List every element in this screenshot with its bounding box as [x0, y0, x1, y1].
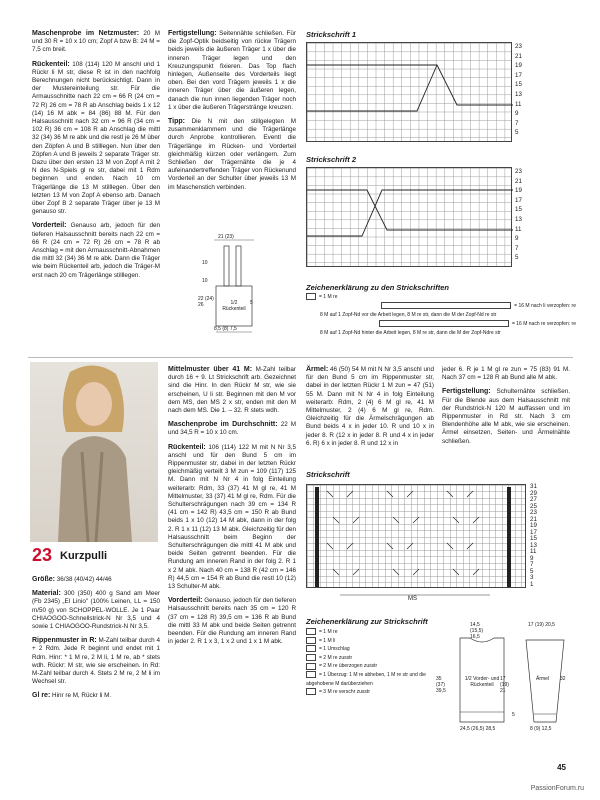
p23-front-dim-5: 24,5 (26,5) 28,5 [460, 726, 496, 732]
p23-front-text: Genauso, jedoch für den tieferen Halsausschnitt bereits nach 35 cm = 120 R (37 cm = 128 R) 39,5 cm = 136 R ab Bund die mittl 33 M abk und beide Seiten getrennt beenden. Für die Rundung am inneren Rand in jeder 2. R 1 x 3, 1 x 2 und 1 x 1 M abk. [168, 597, 297, 646]
chart-1-row: 13 [515, 90, 522, 98]
p23-chart-row: 7 [530, 561, 534, 568]
watermark: PassionForum.ru [530, 785, 584, 792]
sizes-text: 36/38 (40/42) 44/46 [56, 576, 112, 583]
legend-cable-right: = 16 M nach re verzopfen: re [511, 321, 576, 327]
p23-chart-marks [307, 485, 527, 589]
model-photo [30, 362, 158, 542]
p23-chart-row: 1 [530, 580, 534, 588]
p23-gauge-heading: Maschenprobe im Durchschnitt: [168, 421, 278, 429]
p23-finish-text: Schulternähte schließen. Für die Blende aus dem Halsausschnitt mit der Rundstrick-N 120 M auffassen und im Rippenmuster in Rd str. Nach 3 cm Blendenhöhe alle M abk, wie sie erscheinen. Ärmel einsetzen, Seiten- und Ärmelnähte schließen. [442, 388, 570, 445]
chart-2-row: 5 [515, 254, 519, 262]
top-col-2 [168, 30, 296, 198]
p23-chart-row: 3 [530, 574, 534, 581]
top-legend [306, 293, 576, 338]
schematic-label-3: 22 (24) 26 [198, 296, 214, 308]
sleeve-heading: Ärmel: [306, 366, 329, 373]
p23-legend-swatch [306, 663, 316, 670]
p23-chart-row: 5 [530, 567, 534, 575]
p23-chart-row: 19 [530, 522, 537, 529]
chart-1-title: Strickschrift 1 [306, 30, 357, 39]
legend-swatch-cable-right [379, 320, 509, 327]
p23-chart-row-numbers [530, 484, 537, 588]
chart-2-row: 17 [515, 196, 522, 204]
chart-1-grid [306, 42, 512, 142]
chart-2-grid [306, 167, 512, 267]
stockinette-text: Hinr re M, Rückr li M. [52, 692, 112, 700]
chart-2-row: 7 [515, 244, 519, 252]
p23-legend-swatch [306, 654, 316, 661]
chart-2-cables [307, 168, 513, 268]
legend-swatch-knit [306, 293, 316, 300]
back-heading: Rückenteil: [32, 60, 70, 68]
legend-swatch-cable-left [381, 302, 511, 309]
chart-2-row: 13 [515, 215, 522, 223]
p23-front-dim-3: 16,5 [470, 634, 480, 640]
schematic-label-6: 5 [250, 300, 253, 306]
chart-1-row: 17 [515, 71, 522, 79]
p23-legend-item: = 2 M re zusstr [319, 654, 353, 661]
stockinette-heading: Gl re: [32, 692, 51, 700]
p23-chart-row: 25 [530, 502, 537, 510]
p23-front-dim-1: 14,5 [470, 622, 480, 628]
p23-legend-item: = 1 Umschlag [319, 646, 350, 653]
p23-legend-swatch [306, 688, 316, 695]
tip-text: Die N mit den stillgelegten M zusammenklammern und die Trägerlänge durch Anprobe kontrollieren. Eventl die Trägerlänge im Rücken- und Vorderteil gleichmäßig kürzen oder verlängern. Zum Schließen der Trägernähte die je 4 aufeinandertreffenden Träger von Rückenund Vorderteil an der Schulter über jeweils 13 M im Maschenstich verbinden. [168, 118, 296, 191]
p23-col-3 [306, 366, 434, 454]
chart-1-row: 9 [515, 110, 519, 118]
center-text: M-Zahl teilbar durch 16 + 9. Lt Strickschrift arb. Gezeichnet sind die Hinr. In den Rückr M str, wie sie erscheinen, U li str. Beginnen mit den M vor dem MS, den MS 2 x str, enden mit den M nach dem MS. Die 1. – 32. R stets wdh. [168, 366, 296, 415]
chart-2-row: 11 [515, 225, 522, 233]
p23-sleeve-dim-2: 32 [560, 676, 566, 682]
p23-col-2 [168, 366, 296, 653]
front-text: Genauso arb, jedoch für den tieferen Halsausschnitt bereits nach 22 cm = 66 R (24 cm = 72 R) 26 cm = 78 R ab Anschlag = mit den Armausschnitt-Abnahmen die mittl 32 (34) 36 M re abk. Dann die Träger wie beim Rückenteil arb, jedoch die Träger-M erst nach 20 cm Trägerlänge stilllegen. [32, 222, 160, 279]
p23-chart-row: 21 [530, 515, 537, 523]
back-text: 108 (114) 120 M anschl und 1 Rückr li M str, diese R ist in den nachfolg Berechnungen nicht berücksichtigt. Dann in der Mustereinteilung str. Für die Armausschnitte nach 22 cm = 66 R (24 cm = 72 R) 26 cm = 78 R ab Anschlag beids 1 x 12 (14) 16 M abk = 84 (86) 88 M. Für den Halsausschnitt nach 32 cm = 96 R (34 cm = 102 R) 36 cm = 108 R ab Anschlag die mittl 32 (34) 36 M re abk und die restl je 26 M über den Zöpfen A und B stilllegen. Nun über den Zöpfen A und B jeweils 2 separate Träger str. Dazu über den ersten 13 M von Zopf A mit 2 N des N-Spiels gl re str, dabei mit 1 Rdm beginnen und enden. Nach 10 cm Trägerlänge die 13 M stilllegen. Über den letzten 13 M von Zopf A ebenso arb. Danach über Zopf B 2 separate Träger über je 13 M genauso str. [32, 60, 161, 216]
p23-col-1 [32, 576, 160, 707]
chart-2-row: 19 [515, 187, 522, 195]
p23-front-heading: Vorderteil: [168, 597, 203, 605]
p23-sleeve-dim-1: 17 (19) 20,5 [528, 622, 555, 628]
pattern-badge [30, 543, 160, 569]
top-col-1 [32, 30, 160, 286]
p23-sleeve-dim-3: 8 (9) 12,5 [530, 726, 552, 732]
section-divider [28, 357, 573, 358]
finish-text: Seitennähte schließen. Für die Zopf-Optik beidseitig von rückw Trägern beids jeweils die äußeren Träger 1 x über die inneren Träger legen und den Kreuzungspunkt fixieren. Das Top flach hinlegen, Außenseite des Vorderteils liegt oben. Bei den vord Trägern jeweils 1 x die inneren Träger über die äußeren legen, danach die nun innen liegenden Träger noch 1 x über die äußeren Trägerstränge kreuzen. [168, 30, 296, 111]
p23-front-dim-2: (15,5) [470, 628, 484, 634]
p23-legend-item: = 1 M li [319, 637, 336, 644]
p23-front-dim-6: 17 (19) 21 [500, 676, 509, 694]
chart-1-row: 5 [515, 129, 519, 137]
schematic-label-4: 1/2 Rückenteil [222, 300, 246, 312]
p23-chart-title: Strickschrift [306, 470, 350, 479]
chart-1-row: 11 [515, 100, 522, 108]
p23-chart-row: 9 [530, 554, 534, 562]
chart-1-row-numbers [515, 42, 522, 138]
chart-2-row-numbers [515, 167, 522, 263]
front-heading: Vorderteil: [32, 222, 67, 230]
legend-cable-left-desc: 8 M auf 1 Zopf-Nd vor die Arbeit legen, 8 M re str, dann die M der Zopf-Nd re str [320, 312, 497, 318]
legend-cable-right-desc: 8 M auf 1 Zopf-Nd hinter die Arbeit legen, 8 M re str, dann die M der Zopf-Ndre str [320, 330, 501, 336]
chart-1-row: 23 [515, 43, 522, 50]
p23-front-dim-7: 5 [512, 712, 515, 718]
chart-2-row: 23 [515, 168, 522, 175]
rib-heading: Rippenmuster in R: [32, 637, 97, 645]
center-heading: Mittelmuster über 41 M: [168, 366, 253, 373]
p23-chart-row: 13 [530, 541, 537, 549]
schematic-strap-right [236, 246, 241, 286]
p23-legend-swatch [306, 628, 316, 635]
gauge-text: 20 M und 30 R = 10 x 10 cm; Zopf A bzw B: 24 M = 7,5 cm breit. [32, 30, 161, 54]
rib-text: M-Zahl teilbar durch 4 + 2 Rdm. Jede R beginnt und endet mit 1 Rdm. Hinr: * 1 M re, 2 M li, 1 M re, ab * stets wdh. Rückr: M str, wie sie erscheinen. In Rd: M-Zahl teilbar durch 4. Stets 2 M re, 2 M li im Wechsel str. [32, 637, 161, 686]
p23-legend-item: = 1 Überzug: 1 M re abheben, 1 M re str und die abgehobene M darüberziehen [306, 671, 426, 687]
p23-chart-row: 27 [530, 496, 537, 503]
ms-bracket [340, 592, 490, 598]
p23-legend-swatch [306, 637, 316, 644]
p23-legend-item: = 3 M re verschr zusstr [319, 689, 370, 696]
chart-2-row: 15 [515, 206, 522, 214]
p23-gauge-text: 22 M und 34,5 R = 10 x 10 cm. [168, 421, 297, 437]
chart-1-row: 15 [515, 81, 522, 89]
p23-chart-row: 29 [530, 489, 537, 497]
schematic-label-7: 21 (23) [218, 234, 234, 240]
material-text: 300 (350) 400 g Sand am Meer (Fb 2345) „El Linio" (100% Leinen, LL = 150 m/50 g) von SCHOPPEL-WOLLE. Je 1 Paar CHIAOGOO-Schnellstrick-N Nr 3,5 und 4 sowie 1 CHIAOGOO-Rundstrick-N Nr 3,5. [32, 590, 160, 631]
p23-back-heading: Rückenteil: [168, 443, 206, 451]
p23-col-4 [442, 366, 570, 452]
chart-1-row: 19 [515, 62, 522, 70]
p23-legend [306, 628, 436, 697]
tip-heading: Tipp: [168, 118, 185, 126]
chart-1-row: 7 [515, 119, 519, 127]
sleeve-text-cont: jeder 6. R je 1 M gl re zun = 75 (83) 91 M. Nach 37 cm = 128 R ab Bund alle M abk. [442, 366, 570, 382]
chart-2-row: 21 [515, 177, 522, 185]
legend-knit: = 1 M re [319, 294, 338, 300]
schematic-label-1: 10 [202, 260, 208, 266]
p23-legend-item: = 2 M re überzogen zusstr [319, 663, 378, 670]
chart-2-row: 9 [515, 235, 519, 243]
p23-chart-grid [306, 484, 526, 588]
schematic-label-5: 8,5 (8) 7,5 [214, 326, 237, 332]
top-legend-title: Zeichenerklärung zu den Strickschriften [306, 283, 449, 292]
p23-back-text: 106 (114) 122 M mit N Nr 3,5 anschl und für den Bund 5 cm im Rippenmuster str, dabei in der letzten Rückr gleichmäßig verteilt 3 M zun = 109 (117) 125 M. Dann mit N Nr 4 in folg Einteilung weiterarb: Rdm, 33 (37) 41 M gl re, 41 M Mittelmuster, 33 (37) 41 M gl re, Rdm. Für die Schulterschrägungen nach 39 cm = 134 R (41 cm = 142 R) 43,5 cm = 150 R ab Bund beids 1 x 10 (12) 14 M abk, dann in der folg 2. R 1 x 11 (12) 13 M abk. Gleichzeitig für den Halsausschnitt beim Beginn der Schulterschrägungen die mittl 41 M abk und beide Seiten getrennt beenden. Für die Rundung am inneren Rand in der folg 2. R 1 x 2 M abk. Nach 40 cm = 138 R (42 cm = 146 R) 44,5 cm = 154 R ab Bund die restl 10 (12) 13 Schulter-M abk. [168, 443, 297, 591]
p23-legend-swatch [306, 671, 316, 678]
finish-heading: Fertigstellung: [168, 30, 217, 37]
sleeve-text: 46 (50) 54 M mit N Nr 3,5 anschl und für den Bund 5 cm im Rippenmuster str, dabei in der letzten Rückr 1 M zun = 47 (51) 55 M. Dann mit N Nr 4 in folg Einteilung weiterarb: Rdm, 2 (4) 6 M gl re, 41 M Mittelmuster, 2 (4) 6 M gl re, Rdm. Gleichzeitig für die Ärmelschrägungen ab Bund beids 4 x in jeder 10. R und 10 x in jeder 8. R (12 x in jeder 8. R und 4 x in jeder 6. R) 6 x in jeder 8. R und 12 x in [306, 366, 435, 447]
p23-chart-row: 23 [530, 509, 537, 516]
sizes-heading: Größe: [32, 576, 55, 583]
pattern-number: 23 [32, 545, 53, 565]
p23-chart-row: 17 [530, 528, 537, 536]
p23-chart-row: 11 [530, 548, 537, 555]
legend-cable-left: = 16 M nach li verzopfen: re [514, 303, 576, 309]
p23-front-dim-4: 35 (37) 39,5 [436, 676, 446, 694]
p23-chart-row: 31 [530, 483, 537, 490]
p23-finish-heading: Fertigstellung: [442, 388, 491, 396]
schematic-strap-left [224, 246, 229, 286]
p23-chart-row: 15 [530, 535, 537, 542]
model-illustration [30, 362, 158, 542]
chart-2-title: Strickschrift 2 [306, 155, 357, 164]
ms-label: MS [408, 596, 417, 602]
gauge-heading: Maschenprobe im Netzmuster: [32, 30, 140, 37]
chart-1-cables [307, 43, 513, 143]
material-heading: Material: [32, 590, 61, 598]
p23-legend-title: Zeichenerklärung zur Strickschrift [306, 617, 428, 626]
schematic-label-2: 10 [202, 278, 208, 284]
p23-legend-item: = 1 M re [319, 629, 338, 635]
page-number: 45 [557, 763, 566, 772]
p23-sleeve-label: Ärmel [536, 676, 550, 682]
chart-1-row: 21 [515, 52, 522, 60]
pattern-name: Kurzpulli [60, 550, 108, 562]
p23-legend-swatch [306, 645, 316, 652]
p23-front-label: 1/2 Vorder- und Rückenteil [464, 676, 500, 688]
